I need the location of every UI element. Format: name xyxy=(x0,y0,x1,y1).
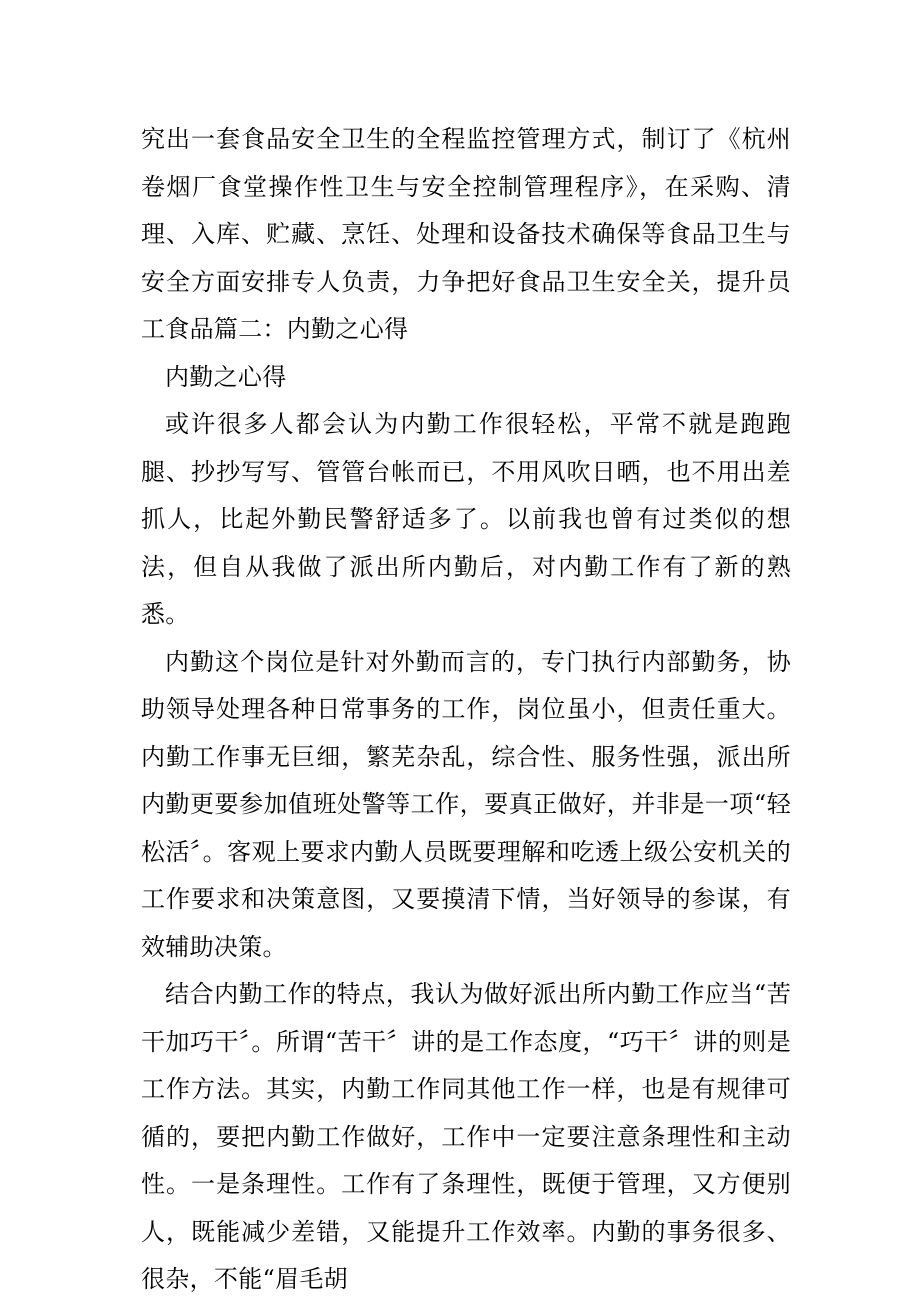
document-body xyxy=(141,116,791,1304)
paragraph-4: 结合内勤工作的特点，我认为做好派出所内勤工作应当“苦干加巧干〞。所谓“苦干〞讲的是工作态度，“巧干〞讲的则是工作方法。其实，内勤工作同其他工作一样，也是有规律可循的，要把内勤工作做好，工作中一定要注意条理性和主动性。一是条理性。工作有了条理性，既便于管理，又方便别人，既能减少差错，又能提升工作效率。内勤的事务很多、很杂，不能“眉毛胡 xyxy=(141,980,791,1293)
paragraph-2: 或许很多人都会认为内勤工作很轻松，平常不就是跑跑腿、抄抄写写、管管台帐而已，不用风吹日晒，也不用出差抓人，比起外勤民警舒适多了。以前我也曾有过类似的想法，但自从我做了派出所内勤后，对内勤工作有了新的熟悉。 xyxy=(141,410,791,628)
section-heading: 内勤之心得 xyxy=(165,362,287,391)
paragraph-1: 究出一套食品安全卫生的全程监控管理方式，制订了《杭州卷烟厂食堂操作性卫生与安全控制管理程序》，在采购、清理、入库、贮藏、烹饪、处理和设备技术确保等食品卫生与安全方面安排专人负责，力争把好食品卫生安全关，提升员工食品篇二：内勤之心得 xyxy=(141,125,791,343)
paragraph-3: 内勤这个岗位是针对外勤而言的，专门执行内部勤务，协助领导处理各种日常事务的工作，岗位虽小，但责任重大。内勤工作事无巨细，繁芜杂乱，综合性、服务性强，派出所内勤更要参加值班处警等工作，要真正做好，并非是一项“轻松活〞。客观上要求内勤人员既要理解和吃透上级公安机关的工作要求和决策意图，又要摸清下情，当好领导的参谋，有效辅助决策。 xyxy=(141,647,791,961)
